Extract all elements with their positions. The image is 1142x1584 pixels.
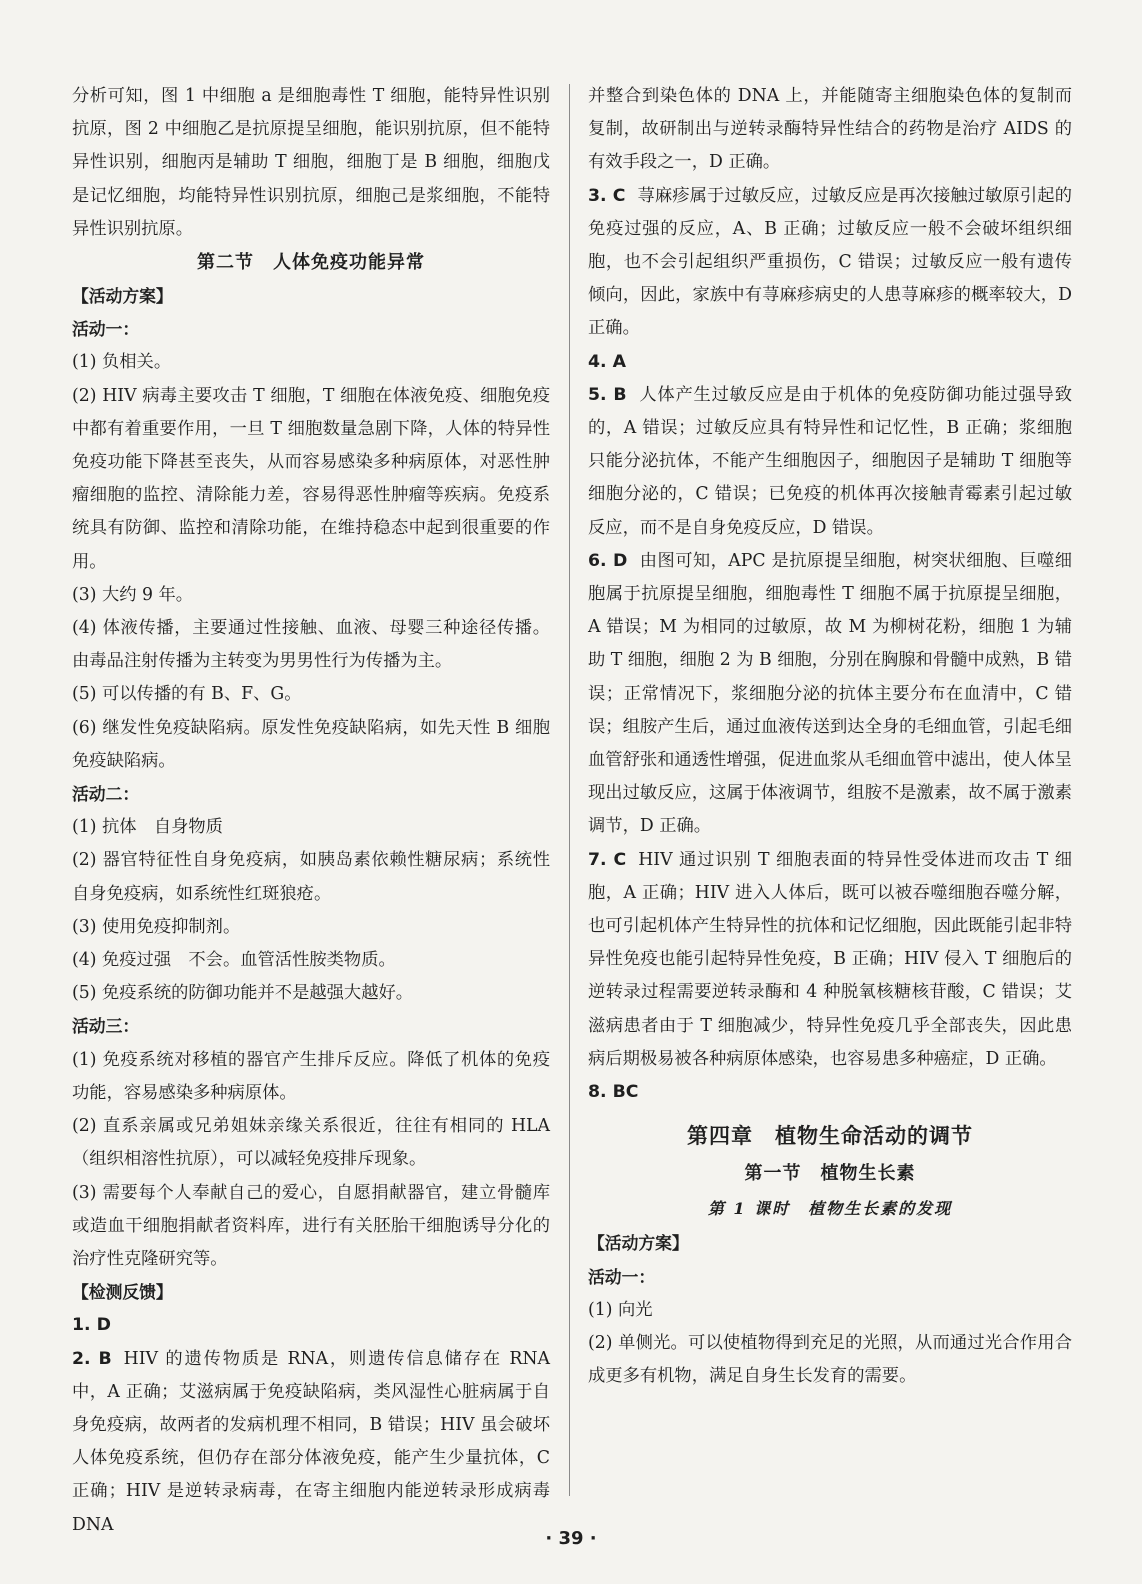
activity-one-label: 活动一： (588, 1266, 656, 1287)
activity-one-item: (1) 负相关。 (72, 352, 172, 373)
activity-three-item: (2) 直系亲属或兄弟姐妹亲缘关系很近，往往有相同的 HLA（组织相溶性抗原），可以减轻免疫排斥现象。 (72, 1116, 550, 1170)
activity-three-label: 活动三： (72, 1016, 140, 1037)
activity-two-item: (3) 使用免疫抑制剂。 (72, 916, 241, 937)
answer-text: 人体产生过敏反应是由于机体的免疫防御功能过强导致的，A 错误；过敏反应具有特异性和记忆性，B 正确；浆细胞只能分泌抗体，不能产生细胞因子，细胞因子是辅助 T 细胞等细胞分泌的，C 错误；已免疫的机体再次接触青霉素引起过敏反应，而不是自身免疫反应，D 错误。 (588, 384, 1072, 538)
feedback-label: 【检测反馈】 (72, 1282, 173, 1303)
answer-number: 2. B (72, 1348, 112, 1369)
answer-number: 6. D (588, 550, 628, 571)
activity-two-item: (2) 器官特征性自身免疫病，如胰岛素依赖性糖尿病；系统性自身免疫病，如系统性红斑狼疮。 (72, 850, 550, 904)
answer-6 (588, 545, 1072, 844)
answer-text: HIV 的遗传物质是 RNA，则遗传信息储存在 RNA 中，A 正确；艾滋病属于免疫缺陷病，类风湿性心脏病属于自身免疫病，故两者的发病机理不相同，B 错误；HIV 虽会破坏人体免疫系统，但仍存在部分体液免疫，能产生少量抗体，C 正确；HIV 是逆转录病毒，在寄主细胞内能逆转录形成病毒 DNA (72, 1348, 550, 1535)
answer-number: 7. C (588, 849, 627, 870)
chapter-title: 第四章 植物生命活动的调节 (687, 1124, 973, 1149)
activity-one-item: (6) 继发性免疫缺陷病。原发性免疫缺陷病，如先天性 B 细胞免疫缺陷病。 (72, 717, 550, 771)
activity-one-item: (4) 体液传播，主要通过性接触、血液、母婴三种途径传播。由毒品注射传播为主转变为男男性行为传播为主。 (72, 618, 550, 672)
answer-4 (588, 346, 1072, 379)
left-column (72, 80, 550, 1542)
activity-one-item: (2) 单侧光。可以使植物得到充足的光照，从而通过光合作用合成更多有机物，满足自身生长发育的需要。 (588, 1332, 1072, 1387)
activity-one-item: (1) 向光 (588, 1299, 653, 1320)
activity-one-item: (3) 大约 9 年。 (72, 584, 194, 605)
activity-plan-label: 【活动方案】 (72, 286, 173, 307)
answer-2 (72, 1343, 550, 1542)
answer-text: HIV 通过识别 T 细胞表面的特异性受体进而攻击 T 细胞，A 正确；HIV 进入人体后，既可以被吞噬细胞吞噬分解，也可引起机体产生特异性的抗体和记忆细胞，因此既能引起非特异性免疫也能引起特异性免疫，B 正确；HIV 侵入 T 细胞后的逆转录过程需要逆转录酶和 4 种脱氧核糖核苷酸，C 错误；艾滋病患者由于 T 细胞减少，特异性免疫几乎全部丧失，因此患病后期极易被各种病原体感染，也容易患多种癌症，D 正确。 (588, 849, 1072, 1069)
activity-three-item: (3) 需要每个人奉献自己的爱心，自愿捐献器官，建立骨髓库或造血干细胞捐献者资料库，进行有关胚胎干细胞诱导分化的治疗性克隆研究等。 (72, 1182, 550, 1269)
page-number: · 39 · (545, 1528, 597, 1549)
answer-3 (588, 180, 1072, 346)
activity-two-item: (4) 免疫过强 不会。血管活性胺类物质。 (72, 950, 396, 971)
lesson-title: 第 1 课时 植物生长素的发现 (707, 1199, 953, 1219)
answer-2-continued: 并整合到染色体的 DNA 上，并能随寄主细胞染色体的复制而复制，故研制出与逆转录酶特异性结合的药物是治疗 AIDS 的有效手段之一，D 正确。 (588, 86, 1072, 173)
column-divider (569, 84, 570, 1496)
answer-number: 4. A (588, 351, 626, 372)
activity-one-item: (2) HIV 病毒主要攻击 T 细胞，T 细胞在体液免疫、细胞免疫中都有着重要作用，一旦 T 细胞数量急剧下降，人体的特异性免疫功能下降甚至丧失，从而容易感染多种病原体，对恶性肿瘤细胞的监控、清除能力差，容易得恶性肿瘤等疾病。免疫系统具有防御、监控和清除功能，在维持稳态中起到很重要的作用。 (72, 385, 550, 572)
answer-number: 8. BC (588, 1082, 639, 1103)
answer-text: 由图可知，APC 是抗原提呈细胞，树突状细胞、巨噬细胞属于抗原提呈细胞，细胞毒性 T 细胞不属于抗原提呈细胞，A 错误；M 为相同的过敏原，故 M 为柳树花粉，细胞 1 为辅助 T 细胞，细胞 2 为 B 细胞，分别在胸腺和骨髓中成熟，B 错误；正常情况下，浆细胞分泌的抗体主要分布在血清中，C 错误；组胺产生后，通过血液传送到达全身的毛细血管，引起毛细血管舒张和通透性增强，促进血浆从毛细血管中滤出，使人体呈现出过敏反应，这属于体液调节，组胺不是激素，故不属于激素调节，D 正确。 (588, 550, 1073, 837)
answer-number: 3. C (588, 185, 626, 206)
answer-5 (588, 379, 1072, 545)
activity-plan-label: 【活动方案】 (588, 1233, 689, 1254)
intro-paragraph: 分析可知，图 1 中细胞 a 是细胞毒性 T 细胞，能特异性识别抗原，图 2 中细胞乙是抗原提呈细胞，能识别抗原，但不能特异性识别，细胞丙是辅助 T 细胞，细胞丁是 B 细胞，细胞戊是记忆细胞，均能特异性识别抗原，细胞己是浆细胞，不能特异性识别抗原。 (72, 86, 550, 239)
right-column (588, 80, 1072, 1393)
activity-one-label: 活动一： (72, 319, 140, 340)
activity-two-item: (1) 抗体 自身物质 (72, 817, 223, 838)
activity-two-label: 活动二： (72, 784, 140, 805)
answer-7 (588, 844, 1072, 1076)
answer-8 (588, 1076, 1072, 1109)
answer-1 (72, 1309, 550, 1342)
activity-two-item: (5) 免疫系统的防御功能并不是越强大越好。 (72, 983, 414, 1004)
activity-three-item: (1) 免疫系统对移植的器官产生排斥反应。降低了机体的免疫功能，容易感染多种病原体。 (72, 1049, 550, 1103)
activity-one-item: (5) 可以传播的有 B、F、G。 (72, 684, 302, 705)
section-title-immune-disorder: 第二节 人体免疫功能异常 (197, 252, 425, 274)
section-title-auxin: 第一节 植物生长素 (744, 1163, 916, 1185)
answer-number: 5. B (588, 384, 627, 405)
answer-number: 1. D (72, 1315, 111, 1336)
answer-text: 荨麻疹属于过敏反应，过敏反应是再次接触过敏原引起的免疫过强的反应，A、B 正确；过敏反应一般不会破坏组织细胞，也不会引起组织严重损伤，C 错误；过敏反应一般有遗传倾向，因此，家族中有荨麻疹病史的人患荨麻疹的概率较大，D 正确。 (588, 185, 1072, 339)
